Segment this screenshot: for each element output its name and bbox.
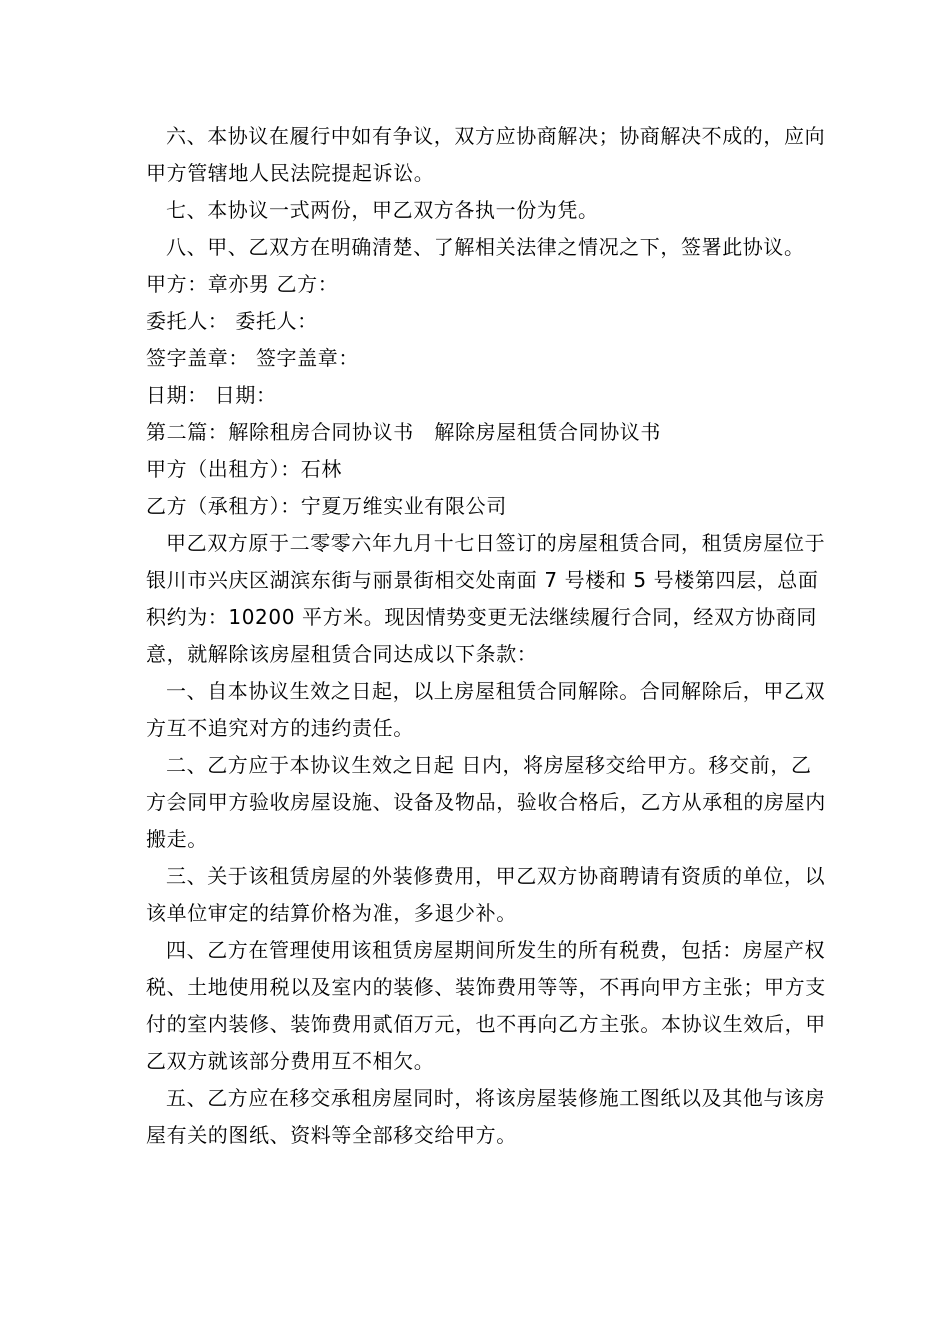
clause-4: 四、乙方在管理使用该租赁房屋期间所发生的所有税费，包括：房屋产权税、土地使用税以及室内的装修、装饰费用等等，不再向甲方主张；甲方支付的室内装修、装饰费用贰佰万元，也不再向乙方主张。本协议生效后，甲乙双方就该部分费用互不相欠。 [146,938,826,1073]
clause-1: 一、自本协议生效之日起，以上房屋租赁合同解除。合同解除后，甲乙双方互不追究对方的违约责任。 [146,679,826,740]
paragraph-copies-clause: 七、本协议一式两份，甲乙双方各执一份为凭。 [166,198,599,222]
document-body [146,118,826,1154]
preamble-paragraph: 甲乙双方原于二零零六年九月十七日签订的房屋租赁合同，租赁房屋位于银川市兴庆区湖滨东街与丽景街相交处南面 7 号楼和 5 号楼第四层，总面积约为：10200 平方米。现因情势变更无法继续履行合同，经双方协商同意，就解除该房屋租赁合同达成以下条款： [146,531,826,666]
section-title: 第二篇：解除租房合同协议书 解除房屋租赁合同协议书 [146,420,661,444]
clause-5: 五、乙方应在移交承租房屋同时，将该房屋装修施工图纸以及其他与该房屋有关的图纸、资料等全部移交给甲方。 [146,1086,826,1147]
clause-2: 二、乙方应于本协议生效之日起 日内，将房屋移交给甲方。移交前，乙方会同甲方验收房屋设施、设备及物品，验收合格后，乙方从承租的房屋内搬走。 [146,753,826,851]
paragraph-dispute-clause: 六、本协议在履行中如有争议，双方应协商解决；协商解决不成的，应向甲方管辖地人民法院提起诉讼。 [146,124,826,185]
clause-3: 三、关于该租赁房屋的外装修费用，甲乙双方协商聘请有资质的单位，以该单位审定的结算价格为准，多退少补。 [146,864,826,925]
signature-agents-line: 委托人： 委托人： [146,309,318,333]
signature-seals-line: 签字盖章： 签字盖章： [146,346,359,370]
signature-dates-line: 日期： 日期： [146,383,277,407]
lessee-line: 乙方（承租方）：宁夏万维实业有限公司 [146,494,507,518]
paragraph-signing-clause: 八、甲、乙双方在明确清楚、了解相关法律之情况之下，签署此协议。 [166,235,805,259]
lessor-line: 甲方（出租方）：石林 [146,457,342,481]
signature-parties-line: 甲方：章亦男 乙方： [146,272,339,296]
